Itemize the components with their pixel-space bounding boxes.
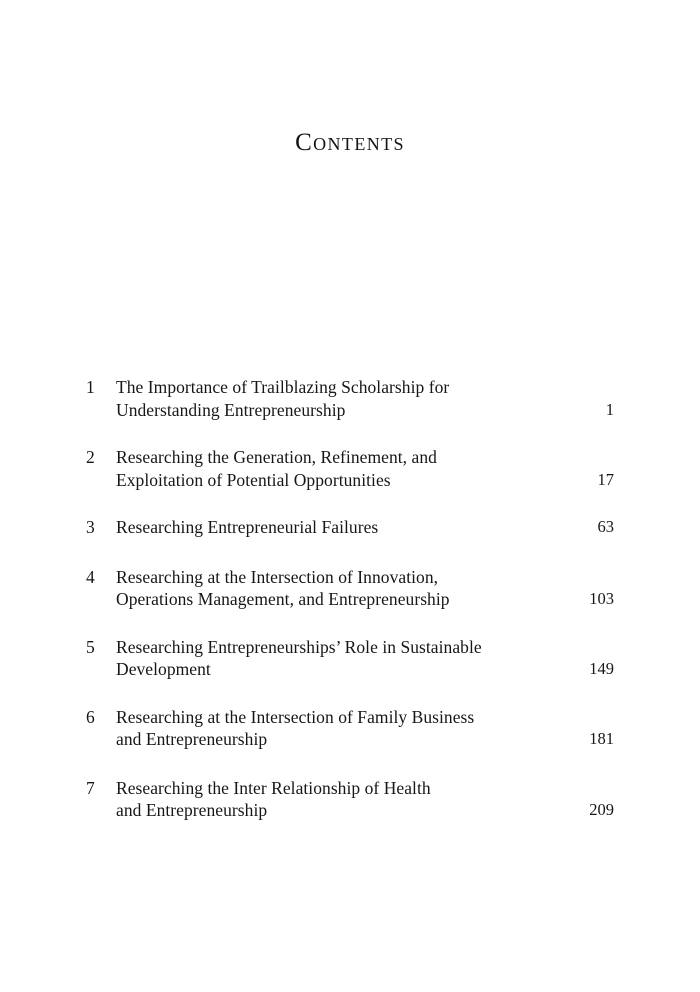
chapter-number: 6: [86, 706, 95, 727]
toc-entry[interactable]: [86, 566, 614, 611]
chapter-title: [116, 516, 534, 539]
chapter-title: [116, 376, 534, 421]
page-number: 149: [589, 659, 614, 678]
chapter-number: 7: [86, 777, 95, 798]
toc-entry[interactable]: [86, 516, 614, 539]
chapter-title: [116, 636, 534, 681]
chapter-title-line: Researching at the Intersection of Innovation,: [116, 566, 439, 587]
chapter-title: [116, 446, 534, 491]
page-number: 17: [597, 469, 614, 489]
page-number: 209: [589, 800, 614, 819]
table-of-contents-list: [86, 376, 614, 822]
toc-entry[interactable]: [86, 446, 614, 491]
toc-entry[interactable]: [86, 376, 614, 421]
page-number: 1: [605, 399, 614, 419]
chapter-number: 5: [86, 636, 95, 657]
toc-entry[interactable]: [86, 636, 614, 681]
chapter-title-line: and Entrepreneurship: [116, 800, 268, 820]
page-number: 181: [589, 729, 614, 748]
chapter-title-line: Development: [116, 659, 211, 679]
page-number: 103: [589, 589, 614, 608]
chapter-title-line: Operations Management, and Entrepreneurship: [116, 589, 450, 609]
chapter-number: 3: [86, 517, 95, 537]
chapter-number: 2: [86, 447, 95, 467]
toc-entry[interactable]: [86, 706, 614, 751]
chapter-title-line: Researching at the Intersection of Family Business: [116, 706, 475, 727]
chapter-title: [116, 706, 534, 751]
chapter-title: [116, 566, 534, 611]
toc-entry[interactable]: [86, 777, 614, 822]
chapter-title-line: Researching the Inter Relationship of Health: [116, 777, 431, 798]
chapter-title-line: The Importance of Trailblazing Scholarship for: [116, 377, 450, 397]
chapter-title: [116, 777, 534, 822]
chapter-title-line: Understanding Entrepreneurship: [116, 399, 346, 420]
chapter-title-line: Researching Entrepreneurships’ Role in Sustainable: [116, 636, 482, 657]
chapter-title-line: Researching the Generation, Refinement, and: [116, 447, 437, 467]
chapter-title-line: Researching Entrepreneurial Failures: [116, 517, 379, 537]
chapter-number: 1: [86, 377, 95, 397]
chapter-title-line: and Entrepreneurship: [116, 729, 268, 749]
page-title: Contents: [295, 129, 405, 156]
chapter-title-line: Exploitation of Potential Opportunities: [116, 469, 391, 490]
chapter-number: 4: [86, 566, 95, 587]
page-number: 63: [597, 517, 614, 536]
